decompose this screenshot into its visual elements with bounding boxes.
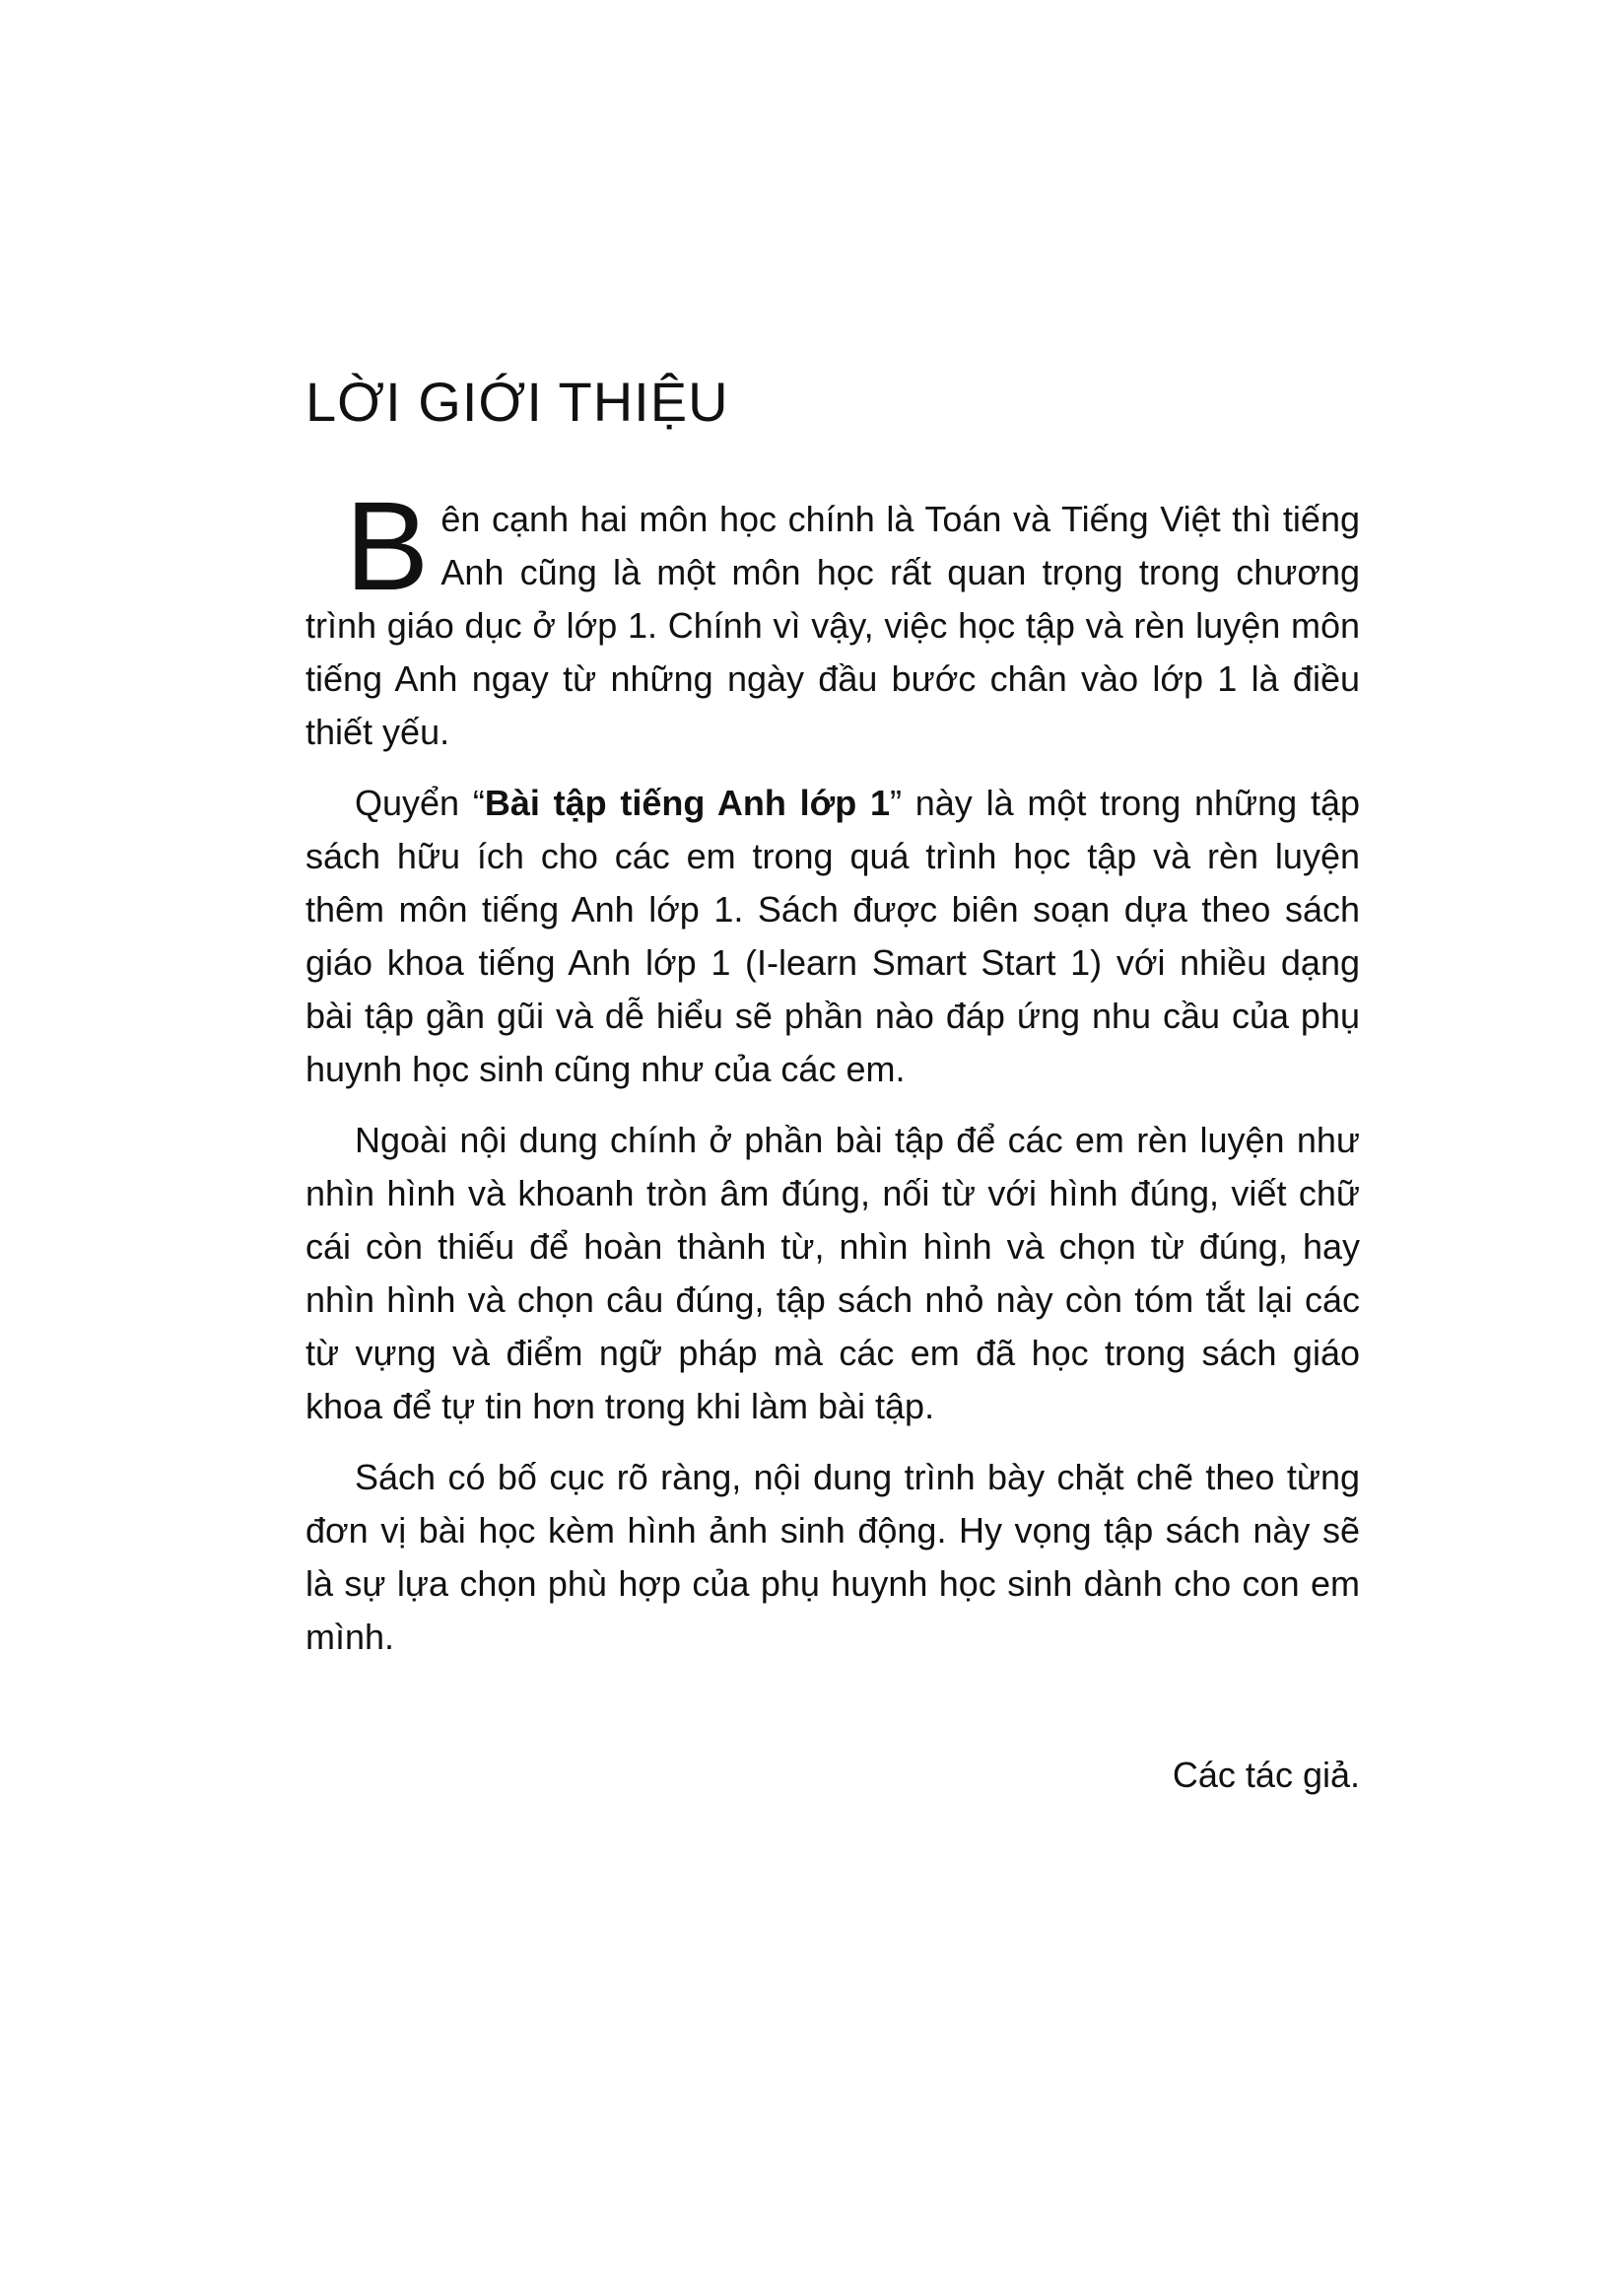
paragraph-layout-hope: Sách có bố cục rõ ràng, nội dung trình bày chặt chẽ theo từng đơn vị bài học kèm hình ảnh sinh động. Hy vọng tập sách này sẽ là sự lựa chọn phù hợp của phụ huynh học sinh dành cho con em mình.: [305, 1457, 1360, 1658]
author-signature: Các tác giả.: [1172, 1755, 1360, 1796]
page-title: LỜI GIỚI THIỆU: [305, 371, 729, 433]
paragraph-book-description: [305, 777, 1360, 1096]
intro-paragraph: [305, 476, 1360, 759]
drop-cap: B: [345, 476, 430, 618]
paragraph-2-before: Quyển “: [355, 783, 485, 824]
book-title: Bài tập tiếng Anh lớp 1: [484, 783, 890, 824]
page-content: [305, 371, 1360, 1802]
intro-text: ên cạnh hai môn học chính là Toán và Tiếng Việt thì tiếng Anh cũng là một môn học rất quan trọng trong chương trình giáo dục ở lớp 1. Chính vì vậy, việc học tập và rèn luyện môn tiếng Anh ngay từ những ngày đầu bước chân vào lớp 1 là điều thiết yếu.: [305, 499, 1360, 753]
paragraph-2-after: ” này là một trong những tập sách hữu ích cho các em trong quá trình học tập và rèn luyện thêm môn tiếng Anh lớp 1. Sách được biên soạn dựa theo sách giáo khoa tiếng Anh lớp 1 (I-learn Smart Start 1) với nhiều dạng bài tập gần gũi và dễ hiểu sẽ phần nào đáp ứng nhu cầu của phụ huynh học sinh cũng như của các em.: [305, 783, 1361, 1090]
paragraph-content-summary: Ngoài nội dung chính ở phần bài tập để các em rèn luyện như nhìn hình và khoanh tròn âm đúng, nối từ với hình đúng, viết chữ cái còn thiếu để hoàn thành từ, nhìn hình và chọn từ đúng, hay nhìn hình và chọn câu đúng, tập sách nhỏ này còn tóm tắt lại các từ vựng và điểm ngữ pháp mà các em đã học trong sách giáo khoa để tự tin hơn trong khi làm bài tập.: [305, 1120, 1360, 1427]
